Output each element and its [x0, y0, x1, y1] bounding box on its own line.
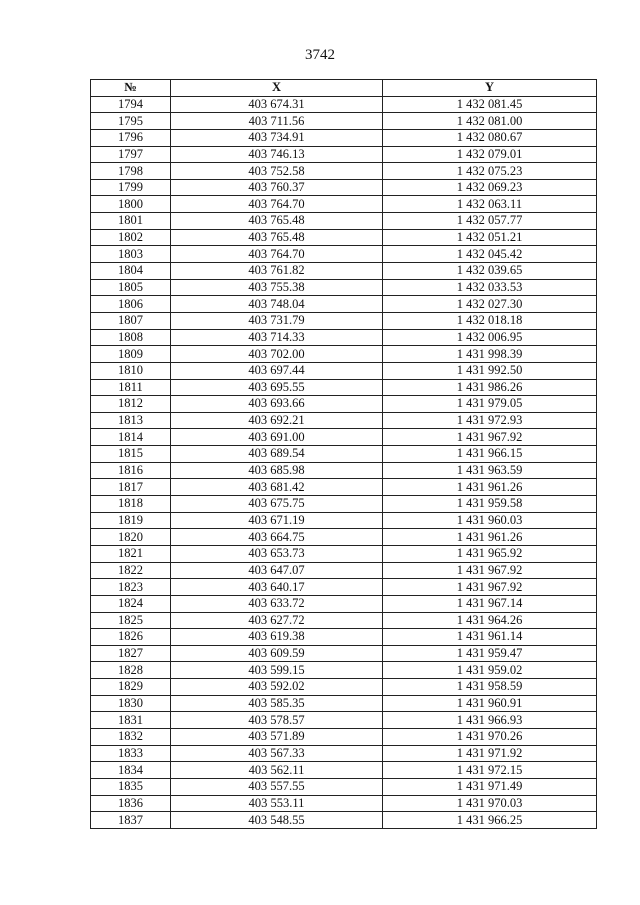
cell-number: 1806	[91, 296, 171, 313]
cell-y: 1 431 958.59	[383, 679, 597, 696]
table-row	[91, 795, 597, 812]
cell-x: 403 748.04	[171, 296, 383, 313]
cell-x: 403 585.35	[171, 695, 383, 712]
cell-x: 403 633.72	[171, 595, 383, 612]
table-row	[91, 113, 597, 130]
cell-number: 1814	[91, 429, 171, 446]
cell-number: 1797	[91, 146, 171, 163]
cell-y: 1 432 051.21	[383, 229, 597, 246]
header-x: X	[171, 80, 383, 97]
table-row	[91, 645, 597, 662]
cell-number: 1826	[91, 629, 171, 646]
cell-y: 1 431 966.15	[383, 446, 597, 463]
cell-number: 1829	[91, 679, 171, 696]
cell-y: 1 431 963.59	[383, 462, 597, 479]
cell-x: 403 764.70	[171, 196, 383, 213]
table-row	[91, 163, 597, 180]
cell-number: 1813	[91, 412, 171, 429]
cell-number: 1837	[91, 812, 171, 829]
table-row	[91, 213, 597, 230]
cell-x: 403 671.19	[171, 512, 383, 529]
cell-number: 1800	[91, 196, 171, 213]
cell-x: 403 640.17	[171, 579, 383, 596]
cell-x: 403 760.37	[171, 179, 383, 196]
cell-number: 1803	[91, 246, 171, 263]
cell-x: 403 697.44	[171, 362, 383, 379]
cell-number: 1807	[91, 312, 171, 329]
table-row	[91, 329, 597, 346]
table-body	[91, 96, 597, 828]
cell-y: 1 432 081.45	[383, 96, 597, 113]
cell-x: 403 664.75	[171, 529, 383, 546]
table-row	[91, 745, 597, 762]
cell-y: 1 432 081.00	[383, 113, 597, 130]
cell-x: 403 693.66	[171, 396, 383, 413]
cell-number: 1819	[91, 512, 171, 529]
cell-y: 1 431 961.14	[383, 629, 597, 646]
table-row	[91, 562, 597, 579]
cell-y: 1 431 972.93	[383, 412, 597, 429]
cell-number: 1798	[91, 163, 171, 180]
cell-x: 403 752.58	[171, 163, 383, 180]
table-row	[91, 545, 597, 562]
cell-x: 403 553.11	[171, 795, 383, 812]
cell-y: 1 431 998.39	[383, 346, 597, 363]
cell-x: 403 599.15	[171, 662, 383, 679]
table-row	[91, 712, 597, 729]
cell-x: 403 609.59	[171, 645, 383, 662]
table-row	[91, 778, 597, 795]
cell-y: 1 431 967.92	[383, 429, 597, 446]
coordinates-table	[90, 79, 597, 829]
cell-x: 403 731.79	[171, 312, 383, 329]
table-row	[91, 246, 597, 263]
cell-x: 403 571.89	[171, 728, 383, 745]
cell-y: 1 431 959.47	[383, 645, 597, 662]
cell-x: 403 557.55	[171, 778, 383, 795]
cell-x: 403 689.54	[171, 446, 383, 463]
table-row	[91, 496, 597, 513]
cell-y: 1 432 039.65	[383, 263, 597, 280]
cell-x: 403 567.33	[171, 745, 383, 762]
cell-number: 1834	[91, 762, 171, 779]
cell-number: 1835	[91, 778, 171, 795]
table-row	[91, 179, 597, 196]
cell-x: 403 548.55	[171, 812, 383, 829]
table-row	[91, 662, 597, 679]
cell-x: 403 714.33	[171, 329, 383, 346]
cell-x: 403 653.73	[171, 545, 383, 562]
table-row	[91, 462, 597, 479]
cell-number: 1833	[91, 745, 171, 762]
table-row	[91, 629, 597, 646]
cell-number: 1812	[91, 396, 171, 413]
cell-number: 1836	[91, 795, 171, 812]
cell-number: 1795	[91, 113, 171, 130]
cell-y: 1 431 959.58	[383, 496, 597, 513]
cell-number: 1816	[91, 462, 171, 479]
cell-y: 1 432 006.95	[383, 329, 597, 346]
cell-y: 1 431 967.14	[383, 595, 597, 612]
cell-number: 1811	[91, 379, 171, 396]
cell-y: 1 431 967.92	[383, 562, 597, 579]
cell-x: 403 685.98	[171, 462, 383, 479]
cell-x: 403 681.42	[171, 479, 383, 496]
table-row	[91, 312, 597, 329]
table-row	[91, 96, 597, 113]
cell-number: 1823	[91, 579, 171, 596]
cell-y: 1 431 966.25	[383, 812, 597, 829]
table-row	[91, 479, 597, 496]
table-row	[91, 579, 597, 596]
table-row	[91, 379, 597, 396]
cell-y: 1 432 018.18	[383, 312, 597, 329]
table-row	[91, 412, 597, 429]
table-row	[91, 429, 597, 446]
table-row	[91, 296, 597, 313]
cell-x: 403 592.02	[171, 679, 383, 696]
cell-y: 1 432 075.23	[383, 163, 597, 180]
cell-number: 1820	[91, 529, 171, 546]
cell-number: 1817	[91, 479, 171, 496]
cell-x: 403 627.72	[171, 612, 383, 629]
cell-y: 1 431 971.49	[383, 778, 597, 795]
cell-number: 1801	[91, 213, 171, 230]
table-row	[91, 612, 597, 629]
cell-y: 1 431 971.92	[383, 745, 597, 762]
cell-number: 1805	[91, 279, 171, 296]
cell-number: 1821	[91, 545, 171, 562]
table-row	[91, 446, 597, 463]
cell-x: 403 765.48	[171, 229, 383, 246]
header-y: Y	[383, 80, 597, 97]
cell-y: 1 431 960.03	[383, 512, 597, 529]
cell-y: 1 431 966.93	[383, 712, 597, 729]
cell-number: 1830	[91, 695, 171, 712]
table-row	[91, 679, 597, 696]
table-row	[91, 263, 597, 280]
cell-number: 1828	[91, 662, 171, 679]
cell-number: 1832	[91, 728, 171, 745]
cell-x: 403 562.11	[171, 762, 383, 779]
header-number: №	[91, 80, 171, 97]
table-row	[91, 362, 597, 379]
cell-x: 403 695.55	[171, 379, 383, 396]
table-row	[91, 146, 597, 163]
cell-number: 1802	[91, 229, 171, 246]
cell-number: 1818	[91, 496, 171, 513]
table-row	[91, 196, 597, 213]
cell-number: 1810	[91, 362, 171, 379]
cell-x: 403 734.91	[171, 129, 383, 146]
table-row	[91, 346, 597, 363]
cell-x: 403 691.00	[171, 429, 383, 446]
cell-y: 1 431 992.50	[383, 362, 597, 379]
cell-y: 1 431 961.26	[383, 529, 597, 546]
cell-number: 1822	[91, 562, 171, 579]
cell-y: 1 431 970.03	[383, 795, 597, 812]
cell-number: 1808	[91, 329, 171, 346]
cell-x: 403 711.56	[171, 113, 383, 130]
cell-y: 1 431 965.92	[383, 545, 597, 562]
cell-y: 1 432 057.77	[383, 213, 597, 230]
cell-y: 1 432 045.42	[383, 246, 597, 263]
cell-y: 1 432 069.23	[383, 179, 597, 196]
cell-y: 1 431 979.05	[383, 396, 597, 413]
table-row	[91, 728, 597, 745]
cell-number: 1796	[91, 129, 171, 146]
cell-number: 1831	[91, 712, 171, 729]
table-row	[91, 129, 597, 146]
table-row	[91, 812, 597, 829]
cell-y: 1 431 986.26	[383, 379, 597, 396]
cell-x: 403 761.82	[171, 263, 383, 280]
cell-y: 1 431 961.26	[383, 479, 597, 496]
cell-number: 1794	[91, 96, 171, 113]
cell-y: 1 432 033.53	[383, 279, 597, 296]
cell-y: 1 431 972.15	[383, 762, 597, 779]
cell-x: 403 765.48	[171, 213, 383, 230]
table-row	[91, 396, 597, 413]
table-row	[91, 279, 597, 296]
table-row	[91, 695, 597, 712]
cell-x: 403 755.38	[171, 279, 383, 296]
cell-x: 403 674.31	[171, 96, 383, 113]
cell-y: 1 432 080.67	[383, 129, 597, 146]
cell-number: 1815	[91, 446, 171, 463]
table-row	[91, 512, 597, 529]
cell-number: 1824	[91, 595, 171, 612]
cell-x: 403 619.38	[171, 629, 383, 646]
cell-x: 403 675.75	[171, 496, 383, 513]
table-row	[91, 529, 597, 546]
cell-x: 403 692.21	[171, 412, 383, 429]
cell-y: 1 431 964.26	[383, 612, 597, 629]
cell-number: 1799	[91, 179, 171, 196]
cell-number: 1825	[91, 612, 171, 629]
cell-y: 1 431 959.02	[383, 662, 597, 679]
page-number: 3742	[305, 47, 335, 63]
cell-number: 1809	[91, 346, 171, 363]
cell-x: 403 702.00	[171, 346, 383, 363]
table-row	[91, 762, 597, 779]
cell-y: 1 431 960.91	[383, 695, 597, 712]
table-row	[91, 229, 597, 246]
cell-y: 1 432 063.11	[383, 196, 597, 213]
cell-y: 1 432 079.01	[383, 146, 597, 163]
cell-x: 403 578.57	[171, 712, 383, 729]
cell-x: 403 647.07	[171, 562, 383, 579]
cell-number: 1804	[91, 263, 171, 280]
cell-y: 1 431 967.92	[383, 579, 597, 596]
cell-y: 1 431 970.26	[383, 728, 597, 745]
cell-number: 1827	[91, 645, 171, 662]
cell-x: 403 764.70	[171, 246, 383, 263]
table-header-row	[91, 80, 597, 97]
table-row	[91, 595, 597, 612]
cell-y: 1 432 027.30	[383, 296, 597, 313]
cell-x: 403 746.13	[171, 146, 383, 163]
